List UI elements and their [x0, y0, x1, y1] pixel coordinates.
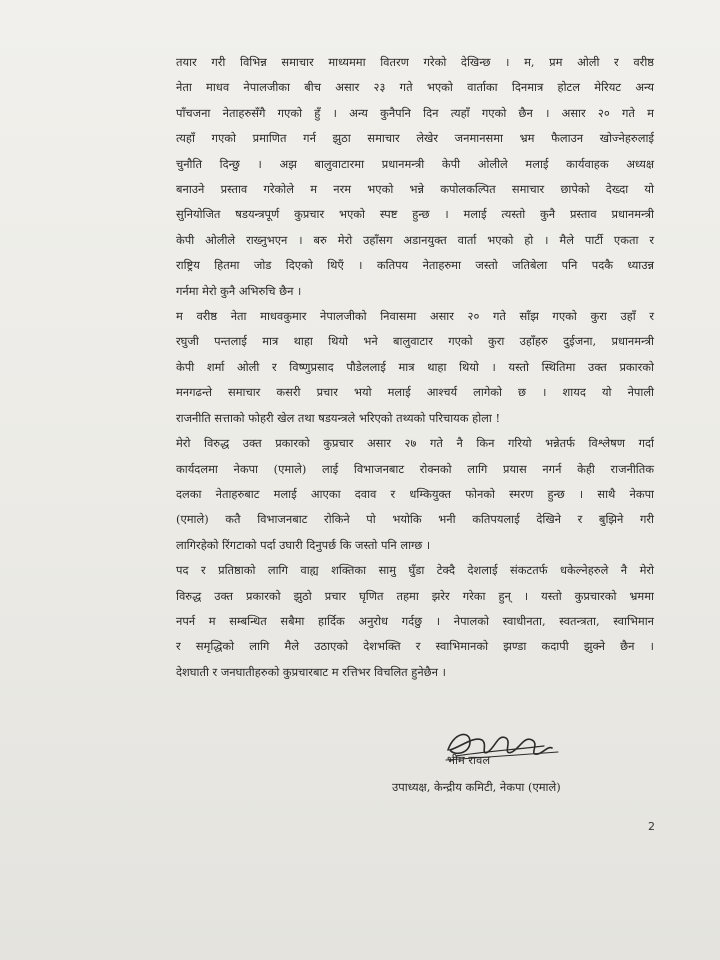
text-line: विरुद्ध उक्त प्रकारको झुठो प्रचार घृणित तहमा झरेर गरेका हुन् । यस्तो कुप्रचारको भ्रममा: [176, 588, 654, 603]
text-line: मेरो विरुद्ध उक्त प्रकारको कुप्रचार असार २७ गते नै किन गरियो भन्नेतर्फ विश्लेषण गर्दा: [176, 436, 654, 451]
signatory-title: उपाध्यक्ष, केन्द्रीय कमिटी, नेकपा (एमाले): [392, 780, 561, 794]
text-line: राजनीति सत्ताको फोहरी खेल तथा षडयन्त्रले भरिएको तथ्यको परिचायक होला !: [176, 410, 501, 425]
text-line: त्यहाँ गएको प्रमाणित गर्न झुठा समाचार लेखेर जनमानसमा भ्रम फैलाउन खोज्नेहरुलाई: [176, 131, 654, 146]
text-line: नेता माधव नेपालजीका बीच असार २३ गते भएको वार्ताका दिनमात्र होटल मेरियट अन्य: [176, 80, 654, 95]
text-line: र समृद्धिको लागि मैले उठाएको देशभक्ति र स्वाभिमानको झण्डा कदापी झुक्ने छैन ।: [176, 639, 654, 654]
text-line: कार्यदलमा नेकपा (एमाले) लाई विभाजनबाट रोक्नको लागि प्रयास नगर्न केही राजनीतिक: [176, 461, 654, 476]
text-line: तयार गरी विभिन्न समाचार माध्यममा वितरण गरेको देखिन्छ । म, प्रम ओली र वरीष्ठ: [176, 55, 654, 69]
text-line: नपर्न म सम्बन्धित सबैमा हार्दिक अनुरोध गर्दछु । नेपालको स्वाधीनता, स्वतन्त्रता, स्वाभिमान: [176, 613, 654, 628]
text-line: लागिरहेको रिंगटाको पर्दा उघारी दिनुपर्छ कि जस्तो पनि लाग्छ ।: [176, 537, 431, 552]
text-line: रघुजी पन्तलाई मात्र थाहा थियो भने बालुवाटार गएको कुरा उहाँहरु दुईजना, प्रधानमन्त्री: [176, 334, 654, 349]
page-number: 2: [648, 820, 655, 833]
text-line: पाँचजना नेताहरुसँगै गएको हुँ । अन्य कुनैपनि दिन त्यहाँ गएको छैन । असार २० गते म: [176, 105, 654, 120]
text-line: मनगढन्ते समाचार कसरी प्रचार भयो मलाई आश्चर्य लागेको छ । शायद यो नेपाली: [176, 385, 654, 400]
text-line: पद र प्रतिष्ठाको लागि वाह्य शक्तिका सामु घुँडा टेक्दै देशलाई संकटतर्फ धकेल्नेहरुले नै मेरो: [176, 563, 654, 578]
paragraph-1: [176, 50, 654, 304]
paragraph-2: [176, 304, 654, 431]
text-line: म वरीष्ठ नेता माधवकुमार नेपालजीको निवासमा असार २० गते साँझ गएको कुरा उहाँ र: [176, 309, 654, 324]
text-line: गर्नमा मेरो कुनै अभिरुचि छैन ।: [176, 283, 302, 298]
text-line: दलका नेताहरुबाट मलाई आएका दवाव र धम्कियुक्त फोनको स्मरण हुन्छ । साथै नेकपा: [176, 486, 654, 501]
text-line: केपी ओलीले राख्नुभएन । बरु मेरो उहाँसग अडानयुक्त वार्ता भएको हो । मैले पार्टी एकता र: [176, 232, 654, 247]
text-line: सुनियोजित षडयन्त्रपूर्ण कुप्रचार भएको स्पष्ट हुन्छ । मलाई त्यस्तो कुनै प्रस्ताव प्रधानमन्त्री: [176, 207, 654, 222]
text-line: राष्ट्रिय हितमा जोड दिएको थिएँ । कतिपय नेताहरुमा जस्तो जतिबेला पनि पदकै ध्याउन्न: [176, 258, 654, 273]
paragraph-3: [176, 431, 654, 558]
text-line: बनाउने प्रस्ताव गरेकोले म नरम भएको भन्ने कपोलकल्पित समाचार छापेको देख्दा यो: [176, 182, 654, 197]
paragraph-4: [176, 558, 654, 685]
text-line: (एमाले) कतै विभाजनबाट रोकिने पो भयोकि भनी कतिपयलाई देखिने र बुझिने गरी: [176, 512, 654, 527]
text-line: चुनौति दिन्छु । अझ बालुवाटारमा प्रधानमन्त्री केपी ओलीले मलाई कार्यवाहक अध्यक्ष: [176, 156, 654, 171]
letter-body: [176, 50, 654, 685]
signatory-name: भीम रावल: [447, 753, 491, 767]
text-line: देशघाती र जनघातीहरुको कुप्रचारबाट म रत्तिभर विचलित हुनेछैन ।: [176, 664, 446, 679]
text-line: केपी शर्मा ओली र विष्णुप्रसाद पौडेललाई मात्र थाहा थियो । यस्तो स्थितिमा उक्त प्रकारको: [176, 359, 654, 374]
